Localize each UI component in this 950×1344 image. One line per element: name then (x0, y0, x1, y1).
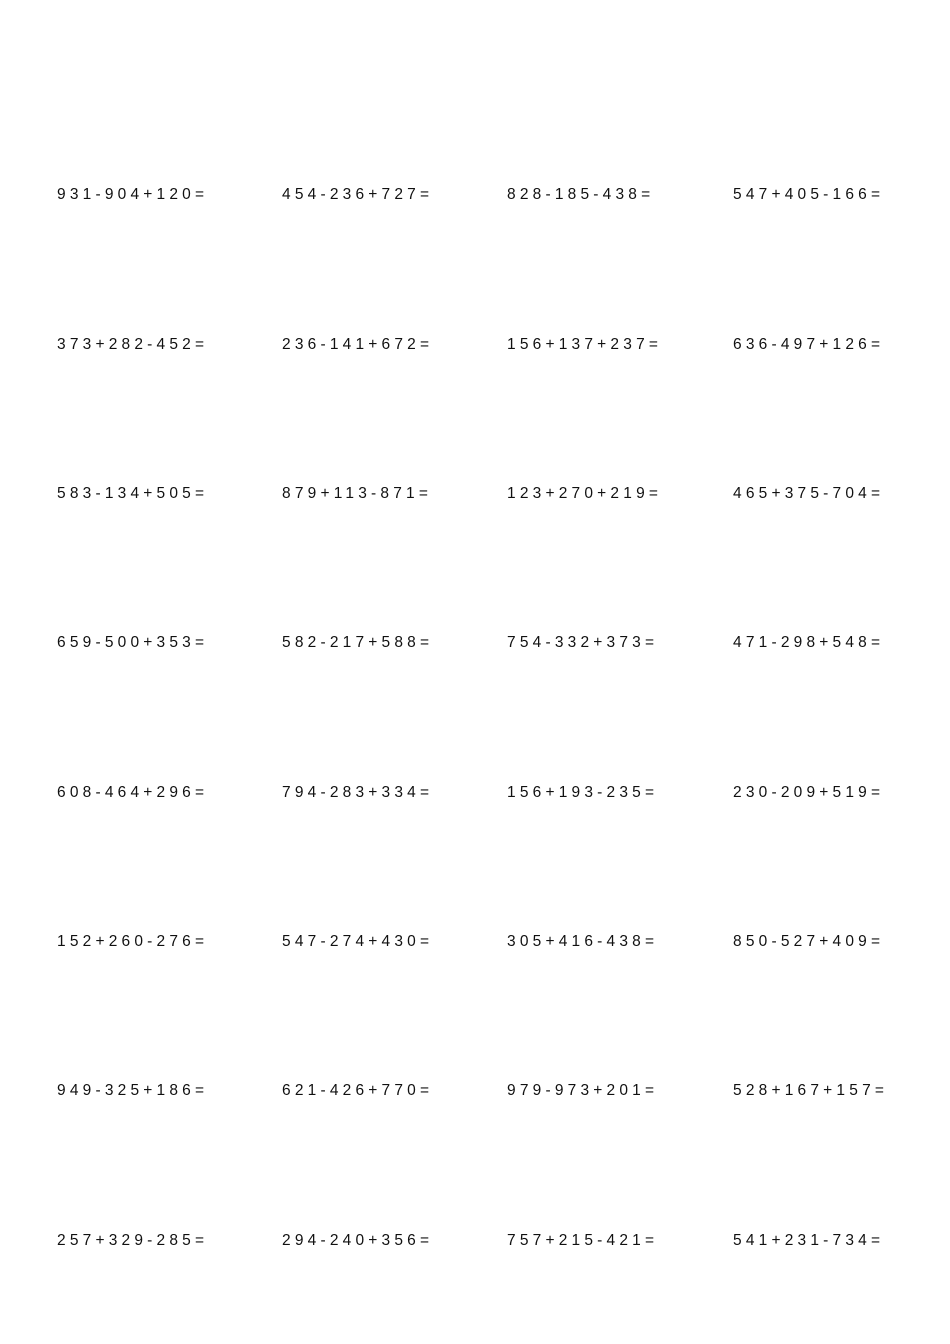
math-problem: 465+375-704= (733, 485, 885, 502)
math-problem: 528+167+157= (733, 1082, 889, 1099)
problem-row (0, 183, 950, 207)
math-problem: 152+260-276= (57, 933, 209, 950)
problem-row (0, 1229, 950, 1253)
math-problem: 156+193-235= (507, 784, 659, 801)
math-problem: 828-185-438= (507, 186, 655, 203)
math-problem: 230-209+519= (733, 784, 885, 801)
math-problem: 879+113-871= (282, 485, 433, 502)
problem-row (0, 930, 950, 954)
math-problem: 294-240+356= (282, 1232, 434, 1249)
math-problem: 257+329-285= (57, 1232, 209, 1249)
math-problem: 236-141+672= (282, 336, 434, 353)
math-problem: 583-134+505= (57, 485, 209, 502)
math-problem: 541+231-734= (733, 1232, 885, 1249)
math-problem: 979-973+201= (507, 1082, 659, 1099)
problem-row (0, 1079, 950, 1103)
math-problem: 547+405-166= (733, 186, 885, 203)
math-problem: 794-283+334= (282, 784, 434, 801)
math-problem: 621-426+770= (282, 1082, 434, 1099)
math-problem: 757+215-421= (507, 1232, 659, 1249)
math-problem: 754-332+373= (507, 634, 659, 651)
problem-row (0, 482, 950, 506)
math-problem: 471-298+548= (733, 634, 885, 651)
math-problem: 636-497+126= (733, 336, 885, 353)
math-problem: 582-217+588= (282, 634, 434, 651)
math-problem: 608-464+296= (57, 784, 209, 801)
problem-row (0, 333, 950, 357)
math-problem: 305+416-438= (507, 933, 659, 950)
problem-row (0, 781, 950, 805)
math-problem: 659-500+353= (57, 634, 209, 651)
math-problem: 156+137+237= (507, 336, 663, 353)
math-problem: 949-325+186= (57, 1082, 209, 1099)
math-problem: 454-236+727= (282, 186, 434, 203)
math-problem: 850-527+409= (733, 933, 885, 950)
math-problem: 931-904+120= (57, 186, 209, 203)
math-problem: 123+270+219= (507, 485, 663, 502)
math-problem: 373+282-452= (57, 336, 209, 353)
problem-row (0, 631, 950, 655)
math-problem: 547-274+430= (282, 933, 434, 950)
